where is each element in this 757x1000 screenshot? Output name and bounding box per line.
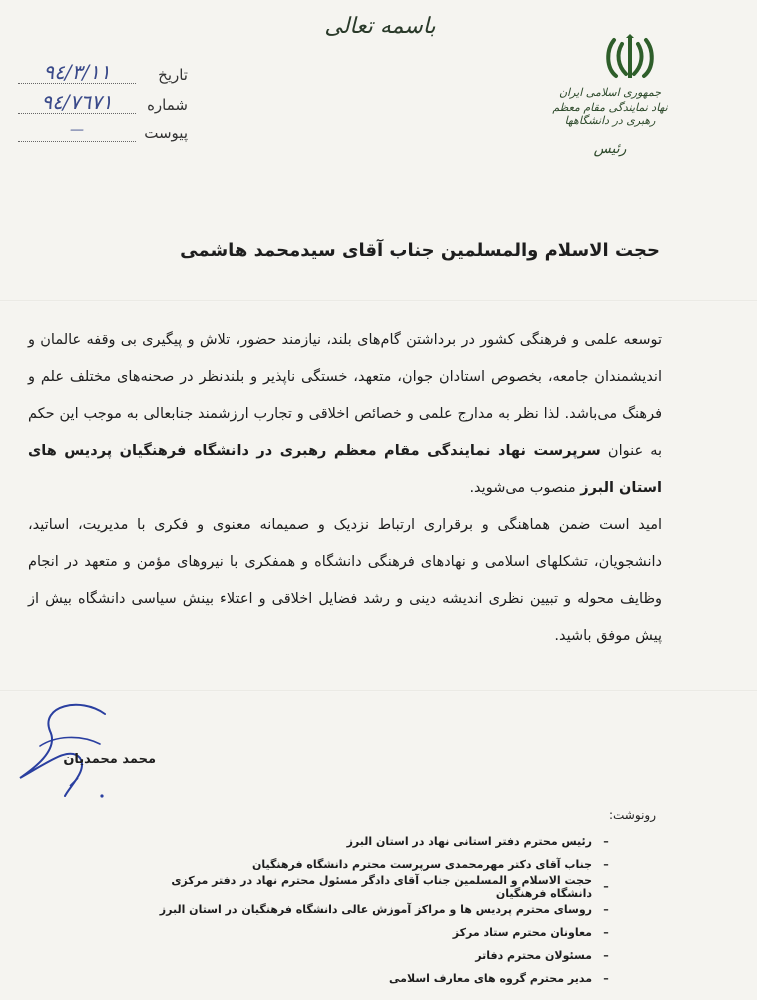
number-value: ٩٤/٧٦٧١ [18, 91, 136, 114]
cc-title: رونوشت: [608, 808, 656, 822]
appointment-title: سرپرست نهاد نمایندگی مقام معظم رهبری در دانشگاه فرهنگیان پردیس های استان البرز [28, 443, 662, 496]
cc-item [150, 876, 620, 899]
attachment-row [18, 118, 188, 142]
date-label: تاریخ [158, 66, 188, 84]
cc-item [150, 944, 620, 967]
cc-item [150, 830, 620, 853]
iran-emblem-icon [602, 34, 658, 82]
cc-dash: – [603, 971, 609, 985]
cc-list [150, 830, 620, 990]
letter-body [28, 322, 662, 655]
salutation: حجت الاسلام والمسلمین جناب آقای سیدمحمد هاشمی [180, 240, 660, 261]
body-paragraph-2: امید است ضمن هماهنگی و برقراری ارتباط نزدیک و صمیمانه معنوی و فکری با مدیریت، اساتید، دانشجویان، تشکلهای اسلامی و نهادهای فرهنگی دانشگاه و همفکری با نیروهای مؤمن و متعهد در انجام وظایف محوله و تبیین نظری اندیشه دینی و رشد فضایل اخلاقی و اعتلاء بینش سیاسی دانشگاه بیش از پیش موفق باشید. [28, 517, 662, 644]
date-value: ٩٤/٣/١١ [18, 61, 136, 84]
handwritten-signature [10, 686, 150, 806]
signer-name: محمد محمدیان [63, 752, 156, 767]
cc-dash: – [603, 857, 609, 871]
cc-item-text: مسئولان محترم دفاتر [475, 948, 592, 962]
cc-item [150, 921, 620, 944]
body-paragraph-1 [28, 322, 662, 507]
number-row [18, 90, 188, 114]
attachment-value: — [18, 119, 136, 142]
org-position: رئیس [593, 141, 627, 157]
number-label: شماره [147, 96, 188, 114]
organization-header [540, 86, 680, 157]
body-paragraph-1-end: منصوب می‌شوید. [469, 480, 576, 496]
cc-dash: – [603, 926, 609, 940]
cc-item [150, 898, 620, 921]
cc-dash: – [603, 948, 609, 962]
org-name: نهاد نمایندگی مقام معظم رهبری در دانشگاهها [552, 101, 668, 127]
cc-dash: – [603, 880, 609, 894]
cc-item-text: رئیس محترم دفتر استانی نهاد در استان البرز [346, 834, 592, 848]
cc-item-text: جناب آقای دکتر مهرمحمدی سرپرست محترم دانشگاه فرهنگیان [252, 857, 592, 871]
date-row [18, 60, 188, 84]
cc-item-text: حجت الاسلام و المسلمین جناب آقای دادگر مسئول محترم نهاد در دفتر مرکزی دانشگاه فرهنگیان [171, 874, 592, 900]
cc-item [150, 967, 620, 990]
cc-item-text: معاونان محترم ستاد مرکز [452, 926, 592, 940]
cc-dash: – [603, 903, 609, 917]
paper-fold [0, 300, 757, 302]
cc-item-text: روسای محترم پردیس ها و مراکز آموزش عالی دانشگاه فرهنگیان در استان البرز [159, 903, 592, 917]
body-paragraph-1-text: توسعه علمی و فرهنگی کشور در برداشتن گام‌های بلند، نیازمند حضور، تلاش و پیگیری بی وقفه عالمان و اندیشمندان جامعه، بخصوص استادان جوان، متعهد، خستگی ناپذیر و بلندنظر در صحنه‌های مختلف علم و فرهنگ می‌باشد. لذا نظر به مدارج علمی و خصائص اخلاقی و تجارب ارزشمند جنابعالی به موجب این حکم به عنوان [28, 332, 663, 459]
cc-item [150, 853, 620, 876]
org-country: جمهوری اسلامی ایران [558, 86, 662, 99]
attachment-label: پیوست [144, 124, 188, 142]
cc-item-text: مدیر محترم گروه های معارف اسلامی [389, 971, 592, 985]
invocation: باسمه تعالی [324, 14, 436, 39]
cc-dash: – [603, 834, 609, 848]
